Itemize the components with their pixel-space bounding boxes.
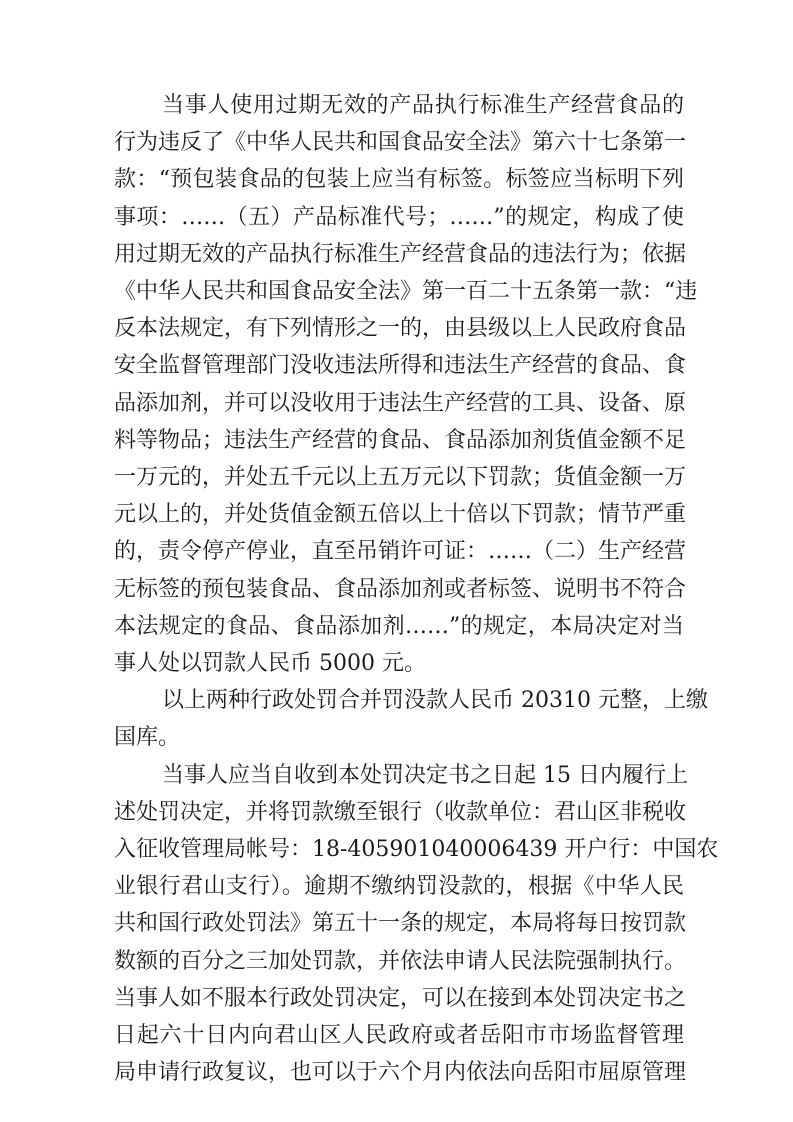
text-line: 一万元的，并处五千元以上五万元以下罚款；货值金额一万 bbox=[114, 465, 687, 490]
text-line: 元以上的，并处货值金额五倍以上十倍以下罚款；情节严重 bbox=[114, 502, 687, 528]
text-line: 以上两种行政处罚合并罚没款人民币 20310 元整，上缴 bbox=[162, 688, 708, 714]
text-line: 安全监督管理部门没收违法所得和违法生产经营的食品、食 bbox=[114, 353, 687, 379]
text-line: 事人处以罚款人民币 5000 元。 bbox=[114, 651, 426, 676]
text-line: 当事人应当自收到本处罚决定书之日起 15 日内履行上 bbox=[162, 762, 688, 788]
text-line: 当事人使用过期无效的产品执行标准生产经营食品的 bbox=[162, 93, 684, 118]
text-line: 料等物品；违法生产经营的食品、食品添加剂货值金额不足 bbox=[114, 427, 687, 453]
text-line: 本法规定的食品、食品添加剂……”的规定，本局决定对当 bbox=[114, 613, 684, 639]
text-line: 无标签的预包装食品、食品添加剂或者标签、说明书不符合 bbox=[114, 576, 687, 602]
text-line: 品添加剂，并可以没收用于违法生产经营的工具、设备、原 bbox=[114, 390, 687, 416]
text-line: 用过期无效的产品执行标准生产经营食品的违法行为；依据 bbox=[114, 241, 687, 267]
text-line: 的，责令停产停业，直至吊销许可证：……（二）生产经营 bbox=[114, 539, 687, 565]
text-line: 国库。 bbox=[114, 725, 181, 751]
text-line: 数额的百分之三加处罚款，并依法申请人民法院强制执行。 bbox=[114, 948, 687, 974]
text-line: 反本法规定，有下列情形之一的，由县级以上人民政府食品 bbox=[114, 316, 687, 342]
text-line: 行为违反了《中华人民共和国食品安全法》第六十七条第一 bbox=[114, 130, 687, 156]
text-line: 日起六十日内向君山区人民政府或者岳阳市市场监督管理 bbox=[114, 1023, 684, 1048]
text-line: 入征收管理局帐号：18-405901040006439 开户行：中国农 bbox=[114, 837, 719, 862]
text-line: 当事人如不服本行政处罚决定，可以在接到本处罚决定书之 bbox=[114, 985, 687, 1011]
text-line: 款：“预包装食品的包装上应当有标签。标签应当标明下列 bbox=[114, 167, 684, 193]
text-line: 《中华人民共和国食品安全法》第一百二十五条第一款：“违 bbox=[114, 279, 698, 304]
text-line: 业银行君山支行）。逾期不缴纳罚没款的，根据《中华人民 bbox=[114, 874, 684, 900]
text-line: 局申请行政复议，也可以于六个月内依法向岳阳市屈原管理 bbox=[114, 1060, 687, 1086]
text-line: 共和国行政处罚法》第五十一条的规定，本局将每日按罚款 bbox=[114, 911, 687, 937]
text-line: 事项：……（五）产品标准代号；……”的规定，构成了使 bbox=[114, 204, 684, 230]
text-line: 述处罚决定，并将罚款缴至银行（收款单位：君山区非税收 bbox=[114, 799, 687, 825]
